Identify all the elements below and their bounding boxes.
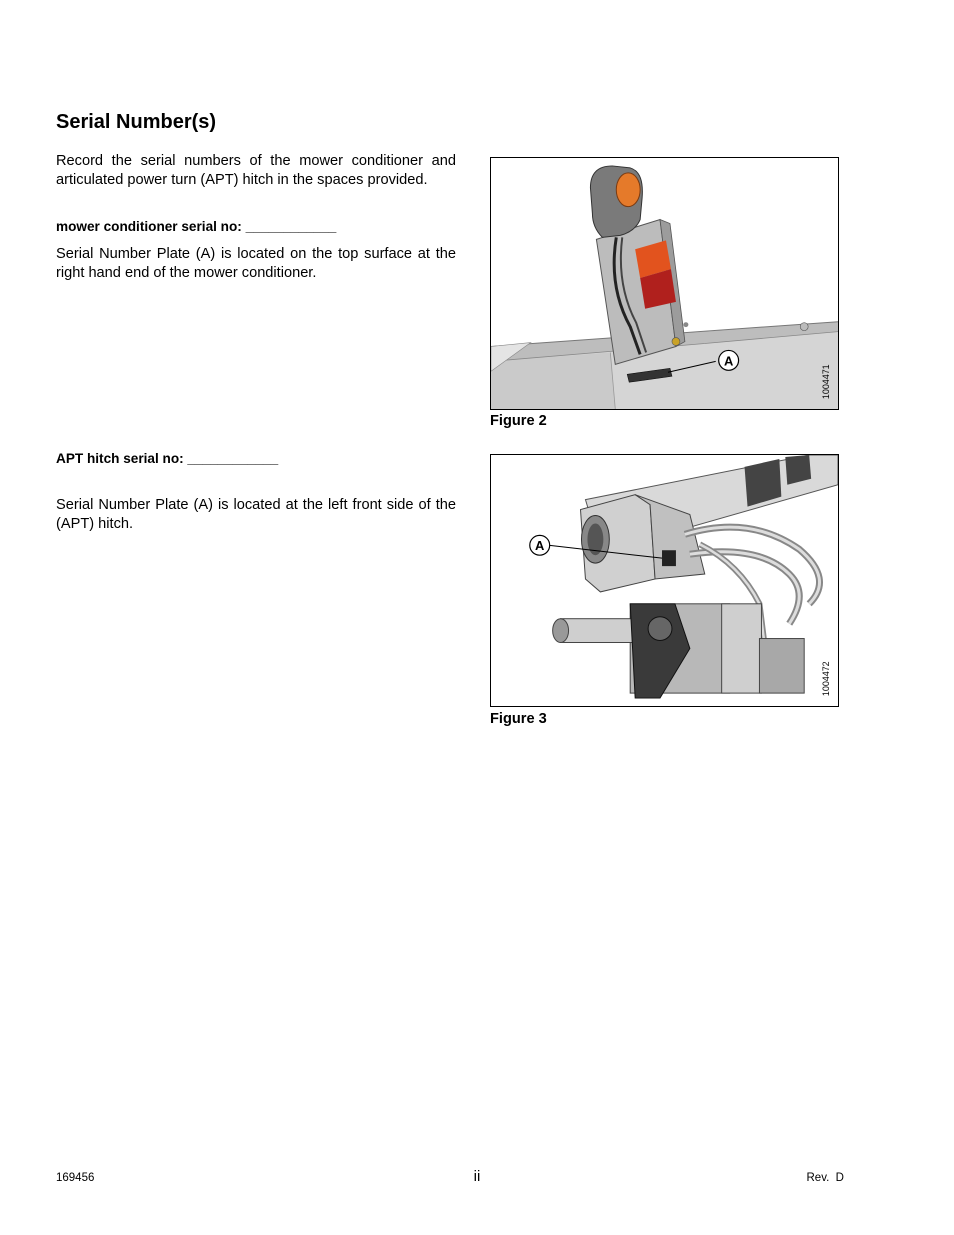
figure-2-illustration xyxy=(490,157,839,410)
figure-2-image-id: 1004471 xyxy=(821,364,832,400)
footer-revision: Rev. D xyxy=(806,1172,844,1184)
figure-2-callout: A xyxy=(723,353,734,369)
mower-plate-description: Serial Number Plate (A) is located on the top surface at the right hand end of the mower conditioner. xyxy=(56,246,456,281)
figure-3-illustration xyxy=(490,454,839,707)
apt-plate-description: Serial Number Plate (A) is located at the left front side of the (APT) hitch. xyxy=(56,497,456,532)
figure-3-image-id: 1004472 xyxy=(821,661,832,697)
mower-serial-label: mower conditioner serial no: ____________ xyxy=(56,219,337,234)
figure-3-caption: Figure 3 xyxy=(490,711,547,727)
apt-serial-label: APT hitch serial no: ____________ xyxy=(56,451,279,466)
intro-paragraph: Record the serial numbers of the mower conditioner and articulated power turn (APT) hitch in the spaces provided. xyxy=(56,153,456,188)
footer-page-number: ii xyxy=(473,1168,481,1185)
footer-doc-number: 169456 xyxy=(56,1172,95,1184)
figure-2-caption: Figure 2 xyxy=(490,413,547,429)
figure-3-callout: A xyxy=(535,538,545,554)
page-title: Serial Number(s) xyxy=(56,111,217,133)
